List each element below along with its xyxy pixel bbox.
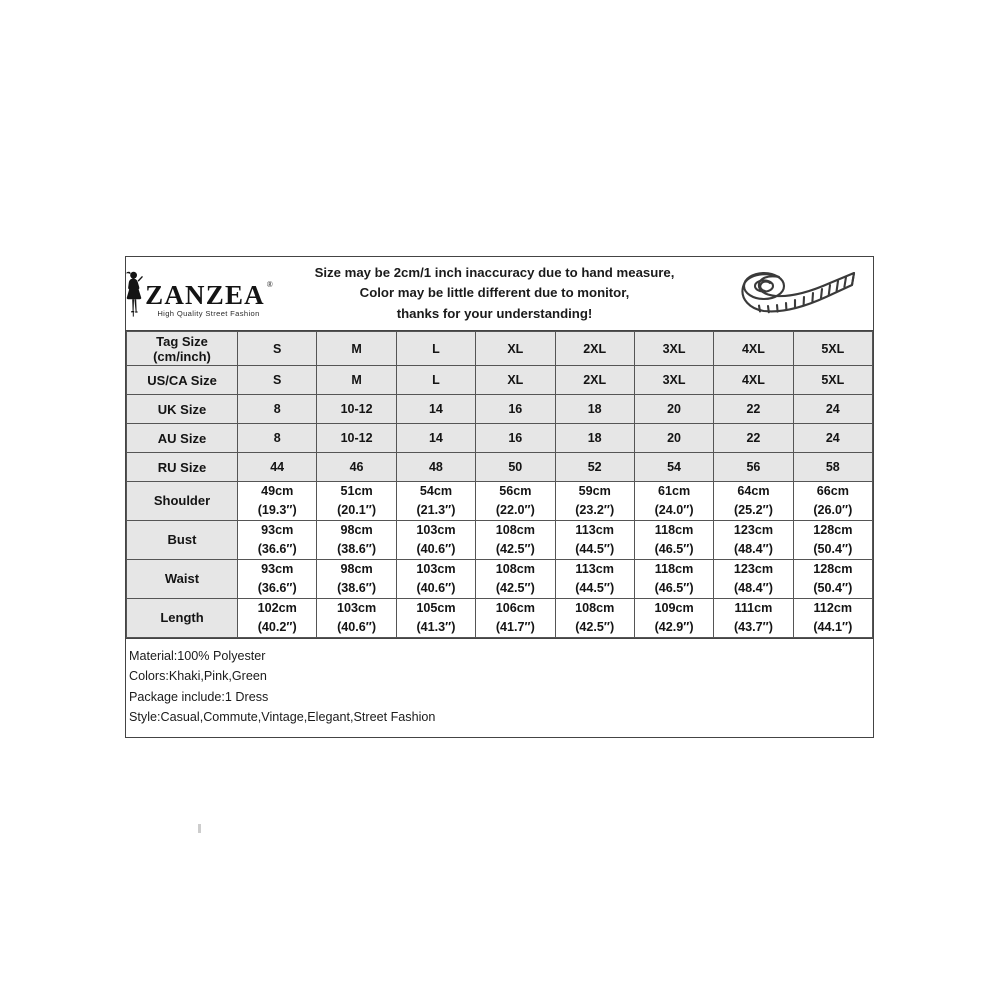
cell-au-5xl: 24 — [793, 424, 872, 453]
cell-length-4xl — [714, 599, 793, 638]
size-chart-card — [125, 256, 874, 738]
brand-logo — [126, 270, 273, 318]
note-style: Style:Casual,Commute,Vintage,Elegant,Street Fashion — [129, 710, 436, 725]
woman-silhouette-icon — [124, 270, 144, 318]
cell-uk-m: 10-12 — [317, 395, 396, 424]
value-inch: (42.5″) — [575, 620, 615, 634]
value-cm: 128cm — [813, 523, 853, 538]
value-inch: (40.6″) — [416, 581, 456, 595]
brand-mark — [124, 270, 272, 318]
row-label-tag-size — [127, 332, 238, 366]
cell-tag-size-5xl: 5XL — [793, 332, 872, 366]
cell-ru-xl: 50 — [476, 453, 555, 482]
table-row-au-size — [127, 424, 873, 453]
value-inch: (44.5″) — [575, 542, 615, 556]
stray-artifact-mark — [198, 824, 201, 833]
value-inch: (44.5″) — [575, 581, 615, 595]
cell-us-ca-l: L — [396, 366, 475, 395]
cell-bust-3xl — [634, 521, 713, 560]
value-cm: 106cm — [495, 601, 535, 616]
value-inch: (36.6″) — [257, 581, 297, 595]
cell-uk-s: 8 — [238, 395, 317, 424]
note-package: Package include:1 Dress — [129, 689, 269, 704]
table-row-us-ca-size — [127, 366, 873, 395]
cell-waist-5xl — [793, 560, 872, 599]
value-inch: (43.7″) — [733, 620, 773, 634]
cell-length-3xl — [634, 599, 713, 638]
value-cm: 93cm — [261, 523, 294, 538]
value-cm: 118cm — [654, 523, 694, 538]
value-cm: 54cm — [419, 484, 453, 499]
cell-us-ca-s: S — [238, 366, 317, 395]
value-inch: (48.4″) — [733, 581, 773, 595]
cell-waist-m — [317, 560, 396, 599]
cell-uk-4xl: 22 — [714, 395, 793, 424]
value-inch: (50.4″) — [813, 581, 853, 595]
table-row-waist — [127, 560, 873, 599]
cell-us-ca-m: M — [317, 366, 396, 395]
value-cm: 108cm — [495, 562, 535, 577]
cell-tag-size-4xl: 4XL — [714, 332, 793, 366]
cell-au-xl: 16 — [476, 424, 555, 453]
size-table-body — [127, 332, 873, 638]
value-cm: 123cm — [733, 523, 774, 538]
cell-ru-3xl: 54 — [634, 453, 713, 482]
cell-au-m: 10-12 — [317, 424, 396, 453]
cell-au-2xl: 18 — [555, 424, 634, 453]
value-cm: 93cm — [261, 562, 294, 577]
value-inch: (22.0″) — [495, 503, 535, 517]
value-inch: (41.7″) — [495, 620, 535, 634]
value-inch: (21.3″) — [416, 503, 456, 517]
cell-waist-4xl — [714, 560, 793, 599]
cell-au-l: 14 — [396, 424, 475, 453]
cell-us-ca-4xl: 4XL — [714, 366, 793, 395]
cell-au-s: 8 — [238, 424, 317, 453]
cell-length-s — [238, 599, 317, 638]
cell-length-l — [396, 599, 475, 638]
value-inch: (42.9″) — [654, 620, 694, 634]
value-cm: 56cm — [499, 484, 532, 499]
row-label-us-ca-size: US/CA Size — [127, 366, 238, 395]
notice-line-3: thanks for your understanding! — [396, 305, 593, 321]
value-inch: (20.1″) — [337, 503, 377, 517]
value-inch: (42.5″) — [495, 542, 535, 556]
value-cm: 64cm — [737, 484, 770, 499]
value-cm: 123cm — [733, 562, 774, 577]
value-cm: 98cm — [340, 562, 373, 577]
brand-wordmark — [145, 279, 273, 318]
value-inch: (24.0″) — [654, 503, 694, 517]
measuring-tape-icon — [723, 263, 873, 325]
value-cm: 113cm — [575, 562, 614, 577]
value-cm: 109cm — [654, 601, 694, 616]
cell-tag-size-m: M — [317, 332, 396, 366]
note-colors: Colors:Khaki,Pink,Green — [129, 669, 267, 684]
cell-bust-l — [396, 521, 475, 560]
value-cm: 118cm — [654, 562, 694, 577]
cell-shoulder-2xl — [555, 482, 634, 521]
cell-shoulder-3xl — [634, 482, 713, 521]
cell-shoulder-5xl — [793, 482, 872, 521]
value-inch: (23.2″) — [575, 503, 615, 517]
notice-line-1: Size may be 2cm/1 inch inaccuracy due to hand measure, — [314, 264, 675, 280]
cell-bust-xl — [476, 521, 555, 560]
value-cm: 105cm — [416, 601, 456, 616]
cell-uk-l: 14 — [396, 395, 475, 424]
brand-name — [145, 279, 273, 310]
cell-ru-l: 48 — [396, 453, 475, 482]
value-inch: (26.0″) — [813, 503, 853, 517]
row-label-length: Length — [127, 599, 238, 638]
cell-uk-5xl: 24 — [793, 395, 872, 424]
cell-tag-size-s: S — [238, 332, 317, 366]
size-table — [126, 331, 873, 638]
notice-line-2: Color may be little different due to monitor, — [359, 285, 630, 301]
value-inch: (40.6″) — [416, 542, 456, 556]
cell-us-ca-5xl: 5XL — [793, 366, 872, 395]
value-inch: (40.6″) — [337, 620, 377, 634]
value-cm: 108cm — [495, 523, 535, 538]
cell-waist-xl — [476, 560, 555, 599]
brand-tagline: High Quality Street Fashion — [157, 308, 260, 318]
value-cm: 128cm — [813, 562, 853, 577]
cell-shoulder-4xl — [714, 482, 793, 521]
value-cm: 111cm — [734, 601, 773, 616]
cell-shoulder-s — [238, 482, 317, 521]
cell-ru-4xl: 56 — [714, 453, 793, 482]
value-inch: (46.5″) — [654, 581, 694, 595]
table-row-uk-size — [127, 395, 873, 424]
cell-bust-s — [238, 521, 317, 560]
value-inch: (46.5″) — [654, 542, 694, 556]
cell-uk-xl: 16 — [476, 395, 555, 424]
value-cm: 61cm — [657, 484, 691, 499]
cell-au-4xl: 22 — [714, 424, 793, 453]
table-row-bust — [127, 521, 873, 560]
measurement-notice — [266, 263, 723, 324]
value-cm: 66cm — [816, 484, 849, 499]
value-cm: 103cm — [416, 562, 456, 577]
chart-header — [126, 257, 873, 331]
cell-length-m — [317, 599, 396, 638]
cell-length-2xl — [555, 599, 634, 638]
cell-us-ca-xl: XL — [476, 366, 555, 395]
value-inch: (38.6″) — [337, 542, 377, 556]
row-label-waist: Waist — [127, 560, 238, 599]
value-cm: 103cm — [336, 601, 377, 616]
cell-shoulder-xl — [476, 482, 555, 521]
cell-length-xl — [476, 599, 555, 638]
value-inch: (44.1″) — [813, 620, 853, 634]
value-cm: 102cm — [257, 601, 297, 616]
value-cm: 51cm — [340, 484, 373, 499]
value-inch: (36.6″) — [257, 542, 297, 556]
row-label-line-2: (cm/inch) — [153, 348, 211, 364]
value-inch: (40.2″) — [257, 620, 297, 634]
cell-shoulder-l — [396, 482, 475, 521]
row-label-shoulder: Shoulder — [127, 482, 238, 521]
cell-tag-size-2xl: 2XL — [555, 332, 634, 366]
value-cm: 103cm — [416, 523, 456, 538]
cell-bust-5xl — [793, 521, 872, 560]
value-inch: (42.5″) — [495, 581, 535, 595]
cell-ru-m: 46 — [317, 453, 396, 482]
row-label-au-size: AU Size — [127, 424, 238, 453]
value-inch: (38.6″) — [337, 581, 377, 595]
cell-bust-m — [317, 521, 396, 560]
table-row-shoulder — [127, 482, 873, 521]
value-cm: 108cm — [575, 601, 615, 616]
cell-uk-3xl: 20 — [634, 395, 713, 424]
cell-uk-2xl: 18 — [555, 395, 634, 424]
value-inch: (41.3″) — [416, 620, 456, 634]
value-inch: (19.3″) — [257, 503, 297, 517]
cell-us-ca-3xl: 3XL — [634, 366, 713, 395]
row-label-ru-size: RU Size — [127, 453, 238, 482]
cell-au-3xl: 20 — [634, 424, 713, 453]
cell-tag-size-xl: XL — [476, 332, 555, 366]
value-inch: (48.4″) — [733, 542, 773, 556]
cell-waist-2xl — [555, 560, 634, 599]
value-cm: 59cm — [578, 484, 611, 499]
row-label-uk-size: UK Size — [127, 395, 238, 424]
cell-waist-l — [396, 560, 475, 599]
cell-waist-3xl — [634, 560, 713, 599]
cell-waist-s — [238, 560, 317, 599]
cell-ru-2xl: 52 — [555, 453, 634, 482]
cell-bust-4xl — [714, 521, 793, 560]
value-cm: 113cm — [575, 523, 614, 538]
table-row-length — [127, 599, 873, 638]
value-cm: 98cm — [340, 523, 373, 538]
cell-shoulder-m — [317, 482, 396, 521]
registered-mark: ® — [266, 279, 273, 289]
brand-name-text: ZANZEA — [145, 279, 265, 310]
value-inch: (25.2″) — [733, 503, 773, 517]
row-label-bust: Bust — [127, 521, 238, 560]
cell-ru-5xl: 58 — [793, 453, 872, 482]
value-cm: 49cm — [261, 484, 294, 499]
cell-us-ca-2xl: 2XL — [555, 366, 634, 395]
cell-tag-size-3xl: 3XL — [634, 332, 713, 366]
value-inch: (50.4″) — [813, 542, 853, 556]
row-label-line-1: Tag Size — [156, 333, 208, 349]
cell-bust-2xl — [555, 521, 634, 560]
cell-tag-size-l: L — [396, 332, 475, 366]
value-cm: 112cm — [813, 601, 853, 616]
table-row-tag-size — [127, 332, 873, 366]
note-material: Material:100% Polyester — [129, 649, 266, 663]
table-row-ru-size — [127, 453, 873, 482]
cell-length-5xl — [793, 599, 872, 638]
cell-ru-s: 44 — [238, 453, 317, 482]
product-notes — [126, 638, 873, 737]
